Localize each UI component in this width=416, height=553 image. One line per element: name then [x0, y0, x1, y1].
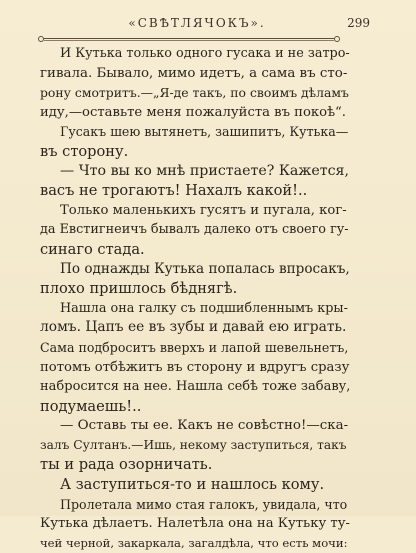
text-line: Гусакъ шею вытянетъ, зашипитъ, Кутька— [60, 124, 349, 140]
page-header [30, 14, 370, 34]
rule-ornament-left [38, 36, 44, 42]
text-line: рону смотритъ.—„Я-де такъ, по своимъ дѣламъ [40, 85, 349, 101]
text-line: ты и рада озорничать. [40, 456, 213, 474]
text-line: По однажды Кутька попалась впросакъ, [60, 260, 350, 277]
text-line: А заступиться-то и нашлось кому. [60, 476, 325, 494]
text-line: да Евстигнеичъ бывалъ далеко отъ своего гу- [40, 222, 349, 238]
page-number: 299 [347, 16, 370, 30]
rule-ornament-right [334, 36, 340, 42]
text-line: чей черной, закаркала, загалдѣла, что есть мочи: [40, 535, 348, 550]
text-line: — Что вы ко мнѣ пристаете? Кажется, [60, 162, 349, 179]
text-line: иду,—оставьте меня пожалуйста въ покоѣ“. [40, 104, 346, 120]
text-line: въ сторону. [40, 142, 129, 160]
text-line: Пролетала мимо стая галокъ, увидала, что [60, 496, 348, 512]
text-line: подумаешь!.. [40, 397, 142, 415]
text-line: васъ не трогаютъ! Нахалъ какой!.. [40, 182, 308, 200]
text-line: — Оставь ты ее. Какъ не совѣстно!—ска- [60, 418, 349, 434]
text-line: ломъ. Цапъ ее въ зубы и давай ею играть. [40, 319, 347, 336]
text-line: потомъ отбѣжитъ въ сторону и вдругъ сразу [40, 359, 350, 375]
text-line: залъ Султанъ.—Ишь, некому заступиться, такъ [40, 437, 347, 452]
text-line: Только маленькихъ гусятъ и пугала, ког- [60, 202, 347, 218]
text-line: Кутька дѣлаетъ. Налетѣла она на Кутьку ту- [40, 516, 350, 532]
header-rule [38, 36, 340, 42]
text-line: синаго стада. [40, 240, 145, 258]
text-line: Нашла она галку съ подшибленнымъ кры- [60, 300, 348, 316]
text-line: гивала. Бывало, мимо идетъ, а сама въ сто- [40, 65, 348, 81]
text-line: плохо пришлось бѣднягѣ. [40, 280, 238, 298]
running-title: «СВѢТЛЯЧОКЪ». [128, 16, 266, 30]
text-line: Сама подброситъ вверхъ и лапой шевельнетъ, [40, 339, 349, 355]
text-line: набросится на нее. Нашла себѣ тоже забаву, [40, 379, 351, 395]
text-line: И Кутька только одного гусака и не затро- [60, 46, 350, 61]
body-text [40, 44, 350, 553]
